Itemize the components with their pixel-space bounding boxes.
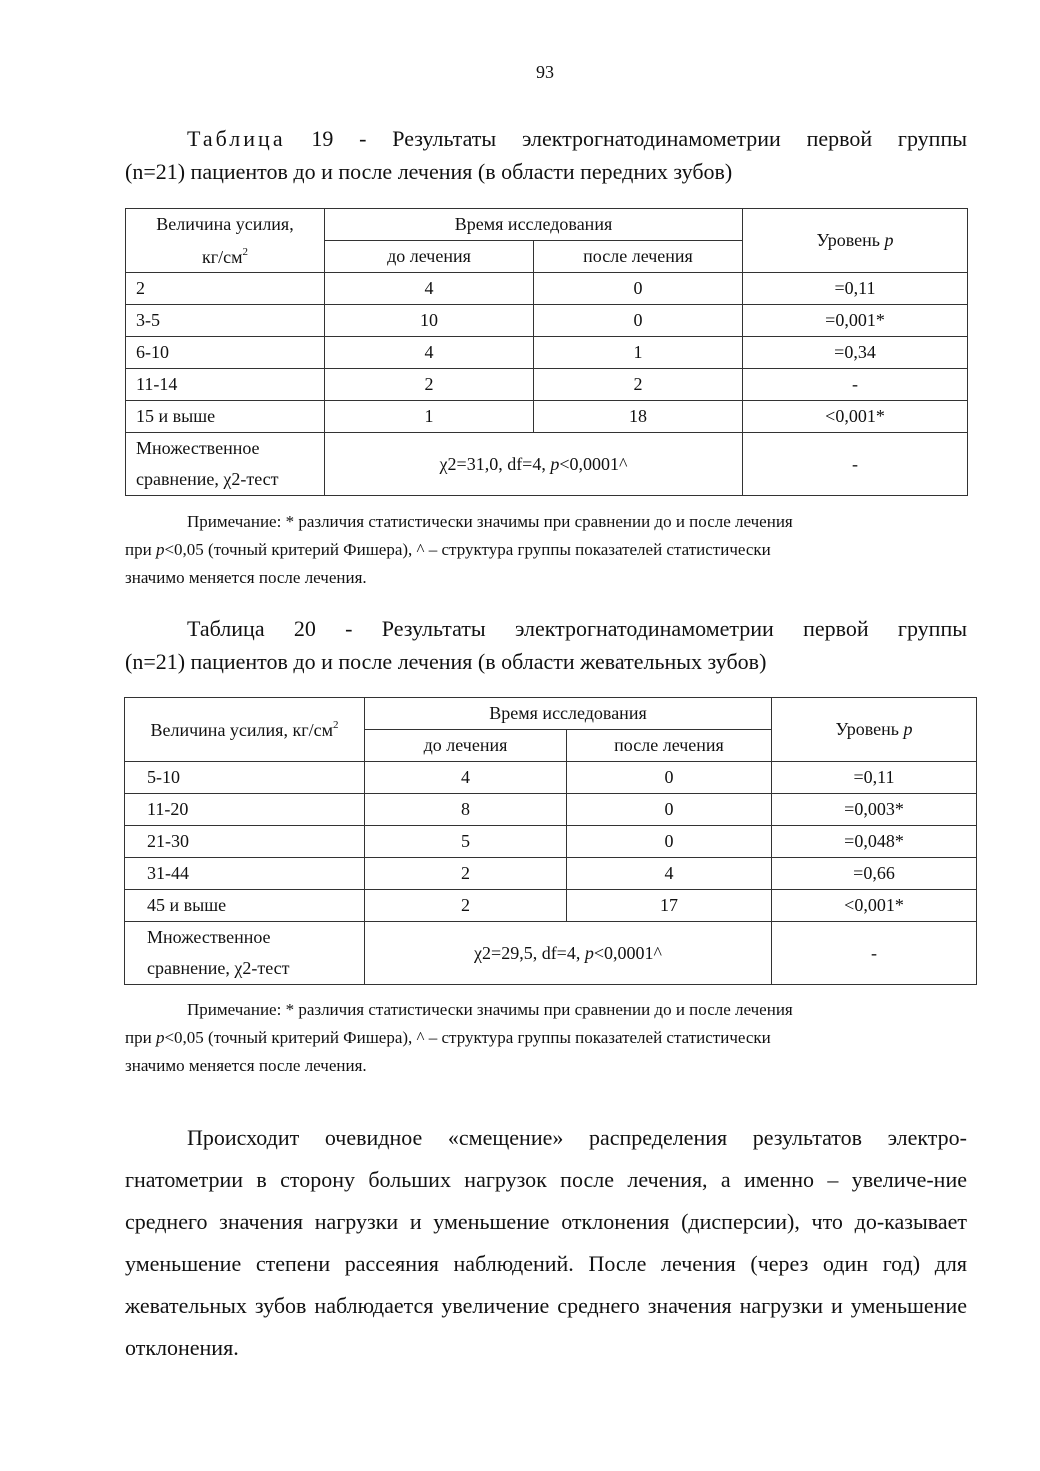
table20-cell-before: 8 <box>365 794 567 826</box>
table19-cell-force: 6-10 <box>126 337 325 369</box>
table20-header-before: до лечения <box>365 730 567 762</box>
table20-cell-p: =0,11 <box>772 762 977 794</box>
table20-cell-force: 31-44 <box>125 858 365 890</box>
table20-multi-label: Множественное сравнение, χ2-тест <box>125 922 365 985</box>
table19-header-before: до лечения <box>325 241 534 273</box>
table-row <box>126 337 968 369</box>
table19-multi-label: Множественное сравнение, χ2-тест <box>126 433 325 496</box>
table20-multi-stat: χ2=29,5, df=4, p<0,0001^ <box>365 922 772 985</box>
table20-cell-force: 5-10 <box>125 762 365 794</box>
table19-header-time: Время исследования <box>325 209 743 241</box>
table20-caption-line1: Таблица 20 - Результаты электрогнатодинамометрии первой группы <box>187 616 967 641</box>
table19-cell-after: 0 <box>534 273 743 305</box>
table-row <box>125 794 977 826</box>
table19-cell-before: 4 <box>325 273 534 305</box>
table-row <box>126 369 968 401</box>
table20-multi-row <box>125 922 977 985</box>
table19-cell-p: <0,001* <box>743 401 968 433</box>
table20-cell-p: =0,66 <box>772 858 977 890</box>
table19-caption-word: Таблица <box>187 126 286 151</box>
table19-cell-force: 15 и выше <box>126 401 325 433</box>
table20-cell-p: =0,003* <box>772 794 977 826</box>
table19-cell-before: 1 <box>325 401 534 433</box>
table19-header-after: после лечения <box>534 241 743 273</box>
body-paragraph-text: Происходит очевидное «смещение» распределения результатов электро-гнатометрии в сторону больших нагрузок после лечения, а именно – увеличе-ние среднего значения нагрузки и уменьшение отклонения (дисперсии), что до-казывает уменьшение степени рассеяния наблюдений. После лечения (через один год) для жевательных зубов наблюдается увеличение среднего значения нагрузки и уменьшение отклонения. <box>125 1125 967 1360</box>
table20-cell-after: 17 <box>567 890 772 922</box>
table19-cell-p: =0,11 <box>743 273 968 305</box>
table19-cell-force: 3-5 <box>126 305 325 337</box>
table19-cell-after: 2 <box>534 369 743 401</box>
table19-multi-stat: χ2=31,0, df=4, p<0,0001^ <box>325 433 743 496</box>
table20-note: Примечание: * различия статистически значимы при сравнении до и после лечения при p<0,05 (точный критерий Фишера), ^ – структура группы показателей статистически значимо меняется после лечения. <box>125 1000 793 1075</box>
table20-cell-before: 2 <box>365 890 567 922</box>
table20-cell-force: 45 и выше <box>125 890 365 922</box>
table-row <box>125 890 977 922</box>
table20-multi-level: - <box>772 922 977 985</box>
table20-header-force: Величина усилия, $кг/см^2$ <box>125 698 365 762</box>
table19-cell-force: 11-14 <box>126 369 325 401</box>
table19-multi-row <box>126 433 968 496</box>
table19-caption-line2: (n=21) пациентов до и после лечения (в области передних зубов) <box>125 159 733 184</box>
table-row <box>126 305 968 337</box>
table20-cell-before: 5 <box>365 826 567 858</box>
table19-cell-p: =0,34 <box>743 337 968 369</box>
table20-cell-force: 11-20 <box>125 794 365 826</box>
table-row <box>125 858 977 890</box>
table20-header-time: Время исследования <box>365 698 772 730</box>
table19-cell-before: 10 <box>325 305 534 337</box>
table-row <box>126 273 968 305</box>
table19-cell-force: 2 <box>126 273 325 305</box>
table20-caption <box>125 612 967 678</box>
table19-cell-after: 1 <box>534 337 743 369</box>
table19-cell-after: 0 <box>534 305 743 337</box>
table20-cell-after: 0 <box>567 826 772 858</box>
table19-header-force: Величина усилия, $кг/см^2$ <box>126 209 325 273</box>
table20 <box>124 697 977 985</box>
table19-multi-level: - <box>743 433 968 496</box>
table19-cell-before: 2 <box>325 369 534 401</box>
table19-cell-p: - <box>743 369 968 401</box>
table20-cell-p: <0,001* <box>772 890 977 922</box>
table19-header-level: Уровень p <box>743 209 968 273</box>
table20-cell-before: 4 <box>365 762 567 794</box>
table20-cell-after: 0 <box>567 762 772 794</box>
table19-cell-before: 4 <box>325 337 534 369</box>
table-row <box>125 762 977 794</box>
table19 <box>125 208 968 496</box>
table19-cell-after: 18 <box>534 401 743 433</box>
table19-note: Примечание: * различия статистически значимы при сравнении до и после лечения при p<0,05 (точный критерий Фишера), ^ – структура группы показателей статистически значимо меняется после лечения. <box>125 512 793 587</box>
table20-cell-p: =0,048* <box>772 826 977 858</box>
body-paragraph <box>125 1117 967 1369</box>
table20-header-level: Уровень p <box>772 698 977 762</box>
table-row <box>126 401 968 433</box>
table20-cell-after: 0 <box>567 794 772 826</box>
table20-cell-before: 2 <box>365 858 567 890</box>
table-row <box>125 826 977 858</box>
table19-caption-line1: 19 - Результаты электрогнатодинамометрии первой группы <box>285 126 967 151</box>
table19-caption <box>125 122 967 188</box>
table20-caption-line2: (n=21) пациентов до и после лечения (в области жевательных зубов) <box>125 649 767 674</box>
table19-cell-p: =0,001* <box>743 305 968 337</box>
table20-header-after: после лечения <box>567 730 772 762</box>
table20-cell-force: 21-30 <box>125 826 365 858</box>
page-number: 93 <box>536 62 554 82</box>
table20-cell-after: 4 <box>567 858 772 890</box>
